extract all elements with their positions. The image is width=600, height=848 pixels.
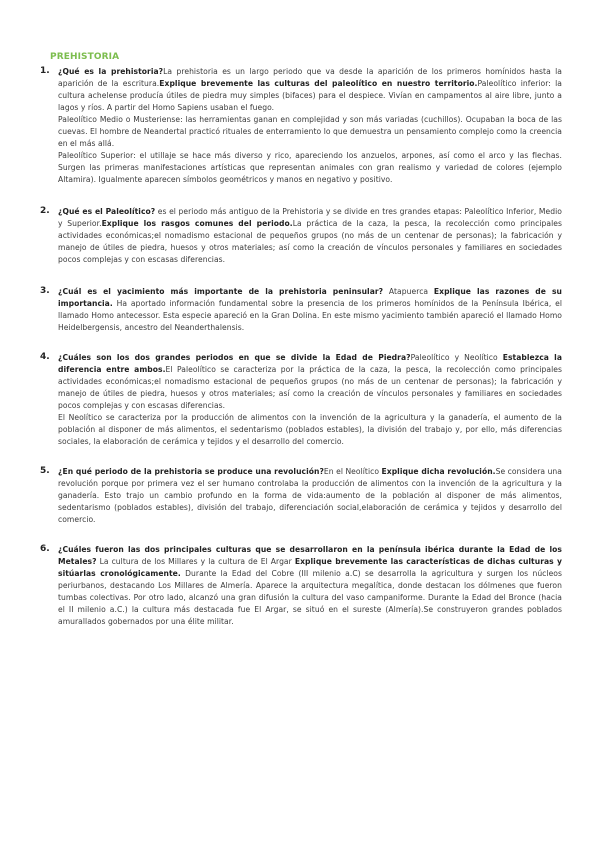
question-text: Explique las razones de su importancia.	[58, 287, 563, 308]
answer-text: Paleolítico Superior: el utillaje se hace más diverso y rico, apareciendo los anzuelos, arpones, así como el arco y las flechas. Surgen las primeras manifestaciones artísticas que representan animales con gran realismo y variedad de colores (ejemplo Altamira). Igualmente aparecen símbolos geométricos y manos en negativo y positivo.	[58, 151, 562, 184]
answer-text: Atapuerca	[383, 287, 434, 296]
answer-text: La cultura de los Millares y la cultura de El Argar	[96, 557, 295, 566]
answer-paragraph	[58, 206, 562, 266]
question-number: 2.	[40, 206, 50, 216]
answer-text: La práctica de la caza, la pesca, la recolección como principales actividades económicas;el nomadismo estacional de pequeños grupos (no más de un centenar de personas); la fabricación y manejo de útiles de piedra, huesos y otros materiales; así como la creación de vínculos personales y familiares en sociedades pocos complejas y con escasas diferencias.	[58, 219, 562, 264]
answer-paragraph	[58, 544, 562, 628]
answer-paragraph	[58, 286, 562, 334]
question-number: 1.	[40, 66, 50, 76]
question-item	[38, 206, 562, 266]
question-text: ¿Cuál es el yacimiento más importante de la prehistoria peninsular?	[58, 287, 384, 296]
answer-paragraph	[58, 150, 562, 186]
answer-text: Durante la Edad del Cobre (III milenio a.C) se desarrolla la agricultura y surgen los núcleos periurbanos, destacando Los Millares de Almería. Aparece la arquitectura megalítica, donde destacan los dólmenes que fueron tumbas colectivas. Por otro lado, alcanzó una gran difusión la cultura del vaso campaniforme. Durante la Edad del Bronce (hacia el II milenio a.C.) la cultura más destacada fue El Argar, se situó en el sureste (Almería).Se construyeron grandes poblados amurallados gobernados por una élite militar.	[58, 569, 562, 626]
answer-text: La prehistoria es un largo periodo que va desde la aparición de los primeros homínidos hasta la aparición de la escritura.	[58, 67, 562, 88]
answer-text: es el periodo más antiguo de la Prehistoria y se divide en tres grandes etapas: Paleolítico Inferior, Medio y Superior.	[58, 207, 562, 228]
answer-text: Paleolítico Medio o Musteriense: las herramientas ganan en complejidad y son más variadas (cuchillos). Ocupaban la boca de las cuevas. El hombre de Neandertal practicó rituales de enterramiento lo que demuestra un pensamiento complejo como la creencia en el más allá.	[58, 115, 562, 148]
question-text: Explique brevemente las características de dichas culturas y sitúarlas cronológicamente.	[58, 557, 562, 578]
answer-paragraph	[58, 114, 562, 150]
question-text: ¿Qué es el Paleolítico?	[58, 207, 156, 216]
question-text: ¿Cuáles son los dos grandes periodos en que se divide la Edad de Piedra?	[58, 353, 411, 362]
answer-paragraph	[58, 412, 562, 448]
question-item	[38, 66, 562, 186]
document-title: PREHISTORIA	[50, 52, 120, 62]
question-text: Explique dicha revolución.	[381, 467, 496, 476]
answer-text: Se considera una revolución porque por primera vez el ser humano controlaba la producción de alimentos con la invención de la agricultura y la ganadería. Esto trajo un cambio profundo en la forma de vida:aumento de la población al disponer de más alimentos, sedentarismo (poblados estables), división del trabajo, diferenciación social,elaboración de cerámica y tejidos y desarrollo del comercio.	[58, 467, 563, 524]
question-number: 3.	[40, 286, 50, 296]
answer-text: Ha aportado información fundamental sobre la presencia de los primeros homínidos de la Península Ibérica, el llamado Homo antecessor. Esta especie apareció en la Gran Dolina. En este mismo yacimiento también apareció el llamado Homo Heidelbergensis, ancestro del Neanderthalensis.	[58, 299, 562, 332]
question-text: ¿En qué periodo de la prehistoria se produce una revolución?	[58, 467, 324, 476]
question-text: ¿Qué es la prehistoria?	[58, 67, 164, 76]
answer-paragraph	[58, 66, 562, 114]
question-text: ¿Cuáles fueron las dos principales culturas que se desarrollaron en la península ibérica durante la Edad de los Metales?	[58, 545, 562, 566]
question-list	[38, 66, 562, 628]
question-text: Establezca la diferencia entre ambos.	[58, 353, 562, 374]
answer-text: Paleolítico y Neolítico	[410, 353, 503, 362]
question-text: Explique brevemente las culturas del paleolítico en nuestro territorio.	[159, 79, 478, 88]
answer-paragraph	[58, 352, 562, 412]
answer-paragraph	[58, 466, 562, 526]
answer-text: Paleolítico inferior: la cultura achelense producía útiles de piedra muy simples (bifaces) para el despiece. Vivían en campamentos al aire libre, junto a lagos y ríos. A partir del Homo Sapiens usaban el fuego.	[58, 79, 562, 112]
question-number: 4.	[40, 352, 50, 362]
answer-text: El Paleolítico se caracteriza por la práctica de la caza, la pesca, la recolección como principales actividades económicas;el nomadismo estacional de pequeños grupos (no más de un centenar de personas); la fabricación y manejo de útiles de piedra, huesos y otros materiales; así como la creación de vínculos personales y familiares en sociedades pocos complejas y con escasas diferencias.	[58, 365, 562, 410]
question-number: 5.	[40, 466, 50, 476]
question-text: Explique los rasgos comunes del periodo.	[101, 219, 293, 228]
question-item	[38, 352, 562, 448]
question-item	[38, 286, 562, 334]
answer-text: En el Neolítico	[323, 467, 382, 476]
question-item	[38, 544, 562, 628]
answer-text: El Neolítico se caracteriza por la producción de alimentos con la invención de la agricultura y la ganadería, el aumento de la población al disponer de más alimentos, el sedentarismo (poblados estables), la división del trabajo y, por ello, más diferencias sociales, la elaboración de cerámica y tejidos y el desarrollo del comercio.	[58, 413, 562, 446]
question-number: 6.	[40, 544, 50, 554]
question-item	[38, 466, 562, 526]
